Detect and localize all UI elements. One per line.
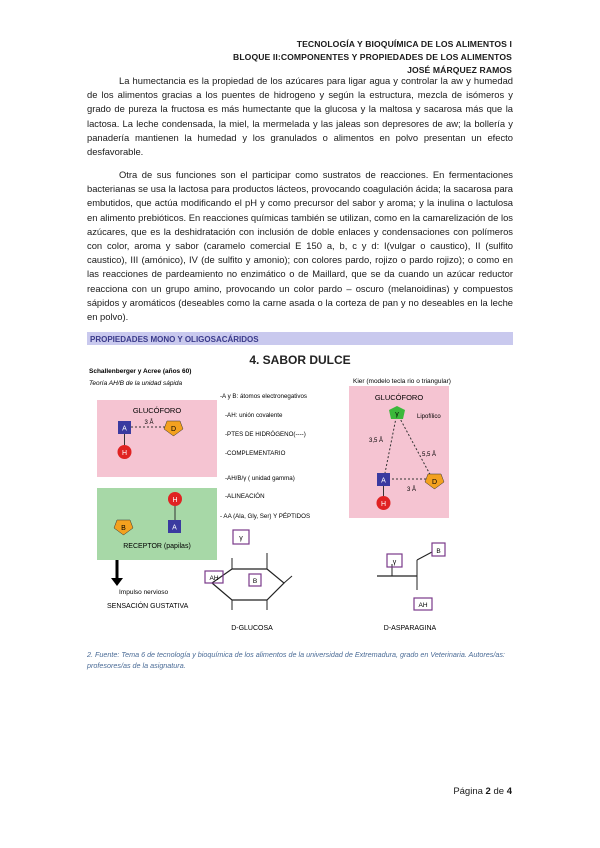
h-label: H bbox=[380, 501, 387, 508]
receptor-label: RECEPTOR (papilas) bbox=[123, 543, 191, 550]
b-label: B bbox=[436, 548, 441, 555]
paragraph-text: Otra de sus funciones son el participar como sustratos de reacciones. En fermentaciones bacterianas se usa la lactosa para productos lácteos, provocando coagulación ácida; la sacarosa para embutidos, que actúa modificando el pH y como precursor del sabor y aroma; y la inulina o lactulosa en alimento prebióticos. En reacciones químicas también se utilizan, como en la camarelización de los azúcares, que es la deshidratación con inclusión de doble enlaces y condensaciones con polímeros con color, aroma y sabor (caramelo comercial E 150 a, b, c y d: I(vulgar o caustico), II (sulfito caustico), III (amónico), IV (de sulfito y amonio); con colores pardo, rojizo o pardo rojizo); o como en las reacciones de pardeamiento no enzimático o de Maillard, que se da cuando un azúcar reductor reacciona con un grupo amino, provocando un color pardo – oscuro (melanoidinas) y compuestos sápidos y aromáticos (deseables como la carne asada o la corteza de pan y no deseables en la leche en polvo). bbox=[87, 169, 513, 323]
sensation-label: SENSACIÓN GUSTATIVA bbox=[107, 603, 189, 610]
glucoforo-label: GLUCÓFORO bbox=[132, 406, 182, 415]
center-item-4: -COMPLEMENTARIO bbox=[225, 450, 286, 457]
paragraph-text: La humectancia es la propiedad de los azúcares para ligar agua y controlar la aw y humedad de los alimentos gracias a los puentes de hidrogeno y según la estructura, mezcla de isómeros y grado de pureza la fructosa es más humectante que la glucosa y la maltosa y sacarosa más que la lactosa. La leche condensada, la miel, la mermelada y las jaleas son depresores de aw; la bollería y panadería mantienen la humedad y los granulados o alimentos en polvo presentan un efecto desfavorable. bbox=[87, 75, 513, 158]
page-number: 2 bbox=[485, 786, 491, 797]
left-subheading: Teoría AH/B de la unidad sápida bbox=[89, 380, 183, 387]
sweet-taste-figure bbox=[87, 328, 513, 633]
h-label: H bbox=[121, 450, 128, 457]
center-item-5: -AH/B/γ ( unidad gamma) bbox=[225, 475, 295, 482]
ah-label: AH bbox=[209, 575, 219, 582]
paragraph-humectancia bbox=[87, 74, 513, 159]
header-block: BLOQUE II:COMPONENTES Y PROPIEDADES DE LOS ALIMENTOS bbox=[233, 52, 512, 62]
impulse-label: Impulso nervioso bbox=[119, 589, 169, 596]
left-heading: Schallenberger y Acree (años 60) bbox=[89, 368, 192, 375]
center-item-2: -AH: unión covalente bbox=[225, 412, 283, 419]
header-course: TECNOLOGÍA Y BIOQUÍMICA DE LOS ALIMENTOS I bbox=[296, 39, 512, 49]
ah-label: AH bbox=[418, 602, 428, 609]
dist-55-label: 5,5 Å bbox=[422, 452, 437, 458]
a-label: A bbox=[381, 477, 386, 485]
document-header bbox=[233, 38, 512, 77]
paragraph-reacciones bbox=[87, 168, 513, 324]
a-label: A bbox=[172, 524, 177, 532]
a-label: A bbox=[122, 425, 127, 433]
dist-35-label: 3,5 Å bbox=[369, 438, 384, 444]
glucosa-label: D-GLUCOSA bbox=[231, 625, 273, 632]
arrow-head bbox=[111, 578, 123, 586]
banner-text: PROPIEDADES MONO Y OLIGOSACÁRIDOS bbox=[90, 335, 259, 344]
center-item-7: - AA (Ala, Gly, Ser) Y PÉPTIDOS bbox=[220, 513, 311, 520]
gamma-label: γ bbox=[392, 559, 397, 566]
figure-caption: 2. Fuente: Tema 6 de tecnología y bioquímica de los alimentos de la universidad de Extremadura, grado en Veterinaria. Autores/as: profesores/as de la asignatura. bbox=[87, 650, 505, 670]
b-label: B bbox=[121, 525, 126, 532]
header-author: JOSÉ MÁRQUEZ RAMOS bbox=[407, 65, 512, 75]
center-item-6: -ALINEACIÓN bbox=[225, 493, 265, 500]
b-label: B bbox=[252, 578, 258, 585]
dist-3-label: 3 Å bbox=[407, 487, 417, 493]
figure-title: 4. SABOR DULCE bbox=[249, 353, 351, 367]
page-of: de bbox=[493, 786, 505, 797]
page-total: 4 bbox=[506, 786, 512, 797]
figure-svg bbox=[87, 328, 513, 633]
h-label: H bbox=[172, 497, 178, 504]
lipofilico-label: Lipofílico bbox=[417, 414, 441, 420]
page-footer bbox=[453, 786, 512, 797]
d-label: D bbox=[170, 426, 177, 433]
center-item-3: -PTES DE HIDRÓGENO(----) bbox=[225, 431, 306, 438]
glucoforo-label: GLUCÓFORO bbox=[374, 393, 424, 402]
dist-label: 3 Å bbox=[144, 420, 154, 426]
asparagina-label: D-ASPARAGINA bbox=[383, 625, 437, 632]
gamma-label: γ bbox=[239, 535, 243, 542]
center-item-1: -A y B: átomos electronegativos bbox=[220, 393, 308, 400]
gamma-label: γ bbox=[395, 411, 399, 418]
asparagine-structure bbox=[377, 552, 432, 590]
kier-label: Kier (modelo tecla rio o triangular) bbox=[353, 378, 451, 385]
page-label: Página bbox=[453, 786, 483, 797]
d-label: D bbox=[431, 479, 438, 486]
